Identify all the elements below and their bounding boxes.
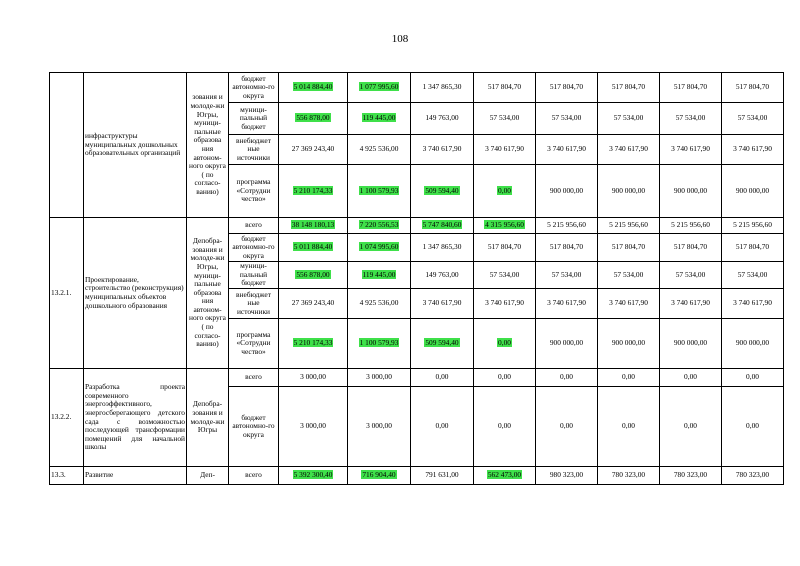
amount-cell — [722, 165, 784, 218]
highlighted-amount: 119 445,00 — [362, 269, 396, 279]
funding-source-label: бюджет автономно-го округа — [229, 73, 279, 103]
row-code: 13.2.2. — [50, 369, 84, 467]
amount-cell — [722, 103, 784, 135]
amount-value: 3 000,00 — [366, 372, 392, 382]
amount-cell — [598, 135, 660, 165]
amount-value: 0,00 — [498, 372, 511, 382]
amount-cell — [536, 387, 598, 467]
amount-value: 900 000,00 — [735, 338, 770, 348]
amount-value: 57 534,00 — [613, 113, 644, 123]
highlighted-amount: 5 747 840,60 — [422, 220, 462, 230]
amount-cell — [348, 289, 411, 319]
amount-cell — [279, 234, 348, 262]
amount-cell — [722, 135, 784, 165]
amount-cell — [474, 319, 536, 369]
amount-cell — [660, 103, 722, 135]
amount-cell — [598, 319, 660, 369]
amount-cell — [660, 262, 722, 289]
amount-cell — [722, 319, 784, 369]
amount-cell — [536, 165, 598, 218]
amount-cell — [536, 467, 598, 485]
amount-cell — [279, 369, 348, 387]
amount-value: 791 631,00 — [425, 470, 459, 480]
highlighted-amount: 1 077 995,60 — [359, 82, 399, 92]
amount-cell — [536, 319, 598, 369]
amount-value: 57 534,00 — [737, 269, 768, 279]
amount-value: 1 347 865,30 — [422, 82, 462, 92]
amount-cell — [348, 319, 411, 369]
amount-cell — [722, 262, 784, 289]
amount-value: 3 740 617,90 — [609, 144, 648, 154]
amount-cell — [536, 289, 598, 319]
highlighted-amount: 1 074 995,60 — [359, 242, 399, 252]
amount-cell — [474, 387, 536, 467]
amount-value: 3 740 617,90 — [733, 298, 772, 308]
funding-source-label: муници-пальный бюджет — [229, 103, 279, 135]
amount-cell — [474, 218, 536, 234]
amount-cell — [474, 289, 536, 319]
amount-cell — [279, 289, 348, 319]
amount-cell — [598, 165, 660, 218]
amount-cell — [660, 234, 722, 262]
amount-value: 3 740 617,90 — [671, 144, 710, 154]
amount-value: 5 215 956,60 — [609, 220, 648, 230]
amount-cell — [536, 218, 598, 234]
amount-cell — [660, 289, 722, 319]
amount-value: 57 534,00 — [489, 269, 520, 279]
amount-value: 0,00 — [746, 372, 759, 382]
amount-value: 4 925 536,00 — [359, 298, 399, 308]
funding-source-label: бюджет автономно-го округа — [229, 234, 279, 262]
amount-value: 517 804,70 — [611, 82, 646, 92]
amount-cell — [279, 165, 348, 218]
highlighted-amount: 509 594,40 — [425, 185, 459, 195]
highlighted-amount: 716 904,40 — [362, 470, 396, 480]
amount-cell — [598, 73, 660, 103]
amount-value: 149 763,00 — [425, 269, 459, 279]
amount-cell — [348, 467, 411, 485]
row-code: 13.3. — [50, 467, 84, 485]
amount-value: 0,00 — [622, 421, 635, 431]
amount-cell — [411, 387, 474, 467]
amount-cell — [598, 467, 660, 485]
row-name: Разработка проекта современного энергоэффективного, энергосберегающего детского сада с возможностью последующей трансформации помещений для начальной школы — [84, 369, 187, 467]
amount-cell — [348, 103, 411, 135]
amount-value: 27 369 243,40 — [291, 298, 335, 308]
amount-value: 3 740 617,90 — [733, 144, 772, 154]
amount-value: 517 804,70 — [735, 242, 770, 252]
amount-cell — [279, 467, 348, 485]
amount-cell — [598, 218, 660, 234]
funding-source-label: программа «Сотрудни чество» — [229, 319, 279, 369]
amount-value: 3 740 617,90 — [547, 298, 586, 308]
amount-value: 980 323,00 — [549, 470, 584, 480]
amount-cell — [660, 218, 722, 234]
row-name: инфраструктуры муниципальных дошкольных образовательных организаций — [84, 73, 187, 218]
amount-value: 900 000,00 — [549, 338, 584, 348]
amount-cell — [474, 165, 536, 218]
amount-value: 0,00 — [435, 421, 449, 431]
table-row — [50, 73, 784, 103]
amount-cell — [722, 369, 784, 387]
amount-cell — [660, 73, 722, 103]
highlighted-amount: 5 392 300,40 — [293, 470, 333, 480]
highlighted-amount: 556 878,00 — [296, 113, 330, 123]
amount-value: 27 369 243,40 — [291, 144, 335, 154]
amount-value: 3 000,00 — [300, 421, 326, 431]
amount-cell — [279, 73, 348, 103]
amount-cell — [598, 369, 660, 387]
amount-value: 0,00 — [746, 421, 759, 431]
amount-cell — [598, 103, 660, 135]
amount-cell — [348, 234, 411, 262]
amount-value: 900 000,00 — [673, 185, 708, 195]
amount-value: 57 534,00 — [489, 113, 520, 123]
amount-cell — [279, 319, 348, 369]
amount-value: 900 000,00 — [611, 338, 646, 348]
amount-value: 0,00 — [622, 372, 635, 382]
amount-cell — [474, 103, 536, 135]
amount-value: 3 000,00 — [366, 421, 392, 431]
budget-table — [49, 72, 784, 485]
amount-cell — [660, 135, 722, 165]
amount-cell — [411, 369, 474, 387]
amount-value: 0,00 — [560, 421, 573, 431]
highlighted-amount: 0,00 — [498, 338, 511, 348]
amount-cell — [411, 165, 474, 218]
amount-cell — [279, 387, 348, 467]
highlighted-amount: 5 210 174,33 — [293, 185, 333, 195]
highlighted-amount: 562 473,00 — [487, 470, 522, 480]
amount-cell — [348, 135, 411, 165]
amount-cell — [722, 289, 784, 319]
amount-value: 780 323,00 — [611, 470, 646, 480]
row-name: Развитие — [84, 467, 187, 485]
highlighted-amount: 1 100 579,93 — [359, 185, 399, 195]
row-executor: зования и молоде-жи Югры, муници-пальные образова ния автоном-ного округа ( по согласо-ванию) — [187, 73, 229, 218]
highlighted-amount: 556 878,00 — [296, 269, 330, 279]
amount-value: 0,00 — [498, 421, 511, 431]
table-row — [50, 467, 784, 485]
amount-value: 3 740 617,90 — [422, 144, 462, 154]
highlighted-amount: 4 315 956,60 — [485, 220, 524, 230]
amount-cell — [598, 234, 660, 262]
amount-value: 3 740 617,90 — [609, 298, 648, 308]
amount-value: 57 534,00 — [737, 113, 768, 123]
amount-value: 0,00 — [684, 372, 697, 382]
funding-source-label: программа «Сотрудни чество» — [229, 165, 279, 218]
amount-cell — [722, 387, 784, 467]
amount-value: 5 215 956,60 — [733, 220, 772, 230]
funding-source-label: внебюджет ные источники — [229, 289, 279, 319]
amount-cell — [660, 467, 722, 485]
amount-value: 900 000,00 — [611, 185, 646, 195]
amount-cell — [536, 234, 598, 262]
amount-value: 5 215 956,60 — [547, 220, 586, 230]
amount-cell — [411, 103, 474, 135]
amount-cell — [411, 262, 474, 289]
amount-cell — [411, 289, 474, 319]
amount-value: 517 804,70 — [487, 242, 522, 252]
amount-cell — [348, 387, 411, 467]
amount-cell — [598, 262, 660, 289]
highlighted-amount: 38 148 180,13 — [291, 220, 335, 230]
amount-value: 517 804,70 — [673, 242, 708, 252]
amount-value: 3 740 617,90 — [547, 144, 586, 154]
amount-value: 517 804,70 — [611, 242, 646, 252]
amount-cell — [411, 218, 474, 234]
amount-cell — [279, 103, 348, 135]
amount-cell — [474, 73, 536, 103]
amount-value: 517 804,70 — [549, 82, 584, 92]
amount-value: 0,00 — [684, 421, 697, 431]
highlighted-amount: 509 594,40 — [425, 338, 459, 348]
highlighted-amount: 119 445,00 — [362, 113, 396, 123]
amount-value: 57 534,00 — [613, 269, 644, 279]
amount-cell — [598, 289, 660, 319]
amount-cell — [279, 262, 348, 289]
highlighted-amount: 1 100 579,93 — [359, 338, 399, 348]
row-code — [50, 73, 84, 218]
row-executor: Депобра-зования и молоде-жи Югры, муници-пальные образова ния автоном-ного округа ( по согласо-ванию) — [187, 218, 229, 369]
row-executor: Депобра-зования и молоде-жи Югры — [187, 369, 229, 467]
amount-cell — [474, 135, 536, 165]
amount-cell — [536, 73, 598, 103]
amount-value: 5 215 956,60 — [671, 220, 710, 230]
amount-cell — [348, 218, 411, 234]
amount-cell — [279, 135, 348, 165]
amount-cell — [536, 103, 598, 135]
amount-value: 517 804,70 — [673, 82, 708, 92]
amount-cell — [474, 234, 536, 262]
page-number: 108 — [391, 33, 409, 45]
amount-value: 3 000,00 — [300, 372, 326, 382]
amount-cell — [598, 387, 660, 467]
amount-value: 517 804,70 — [735, 82, 770, 92]
amount-cell — [536, 262, 598, 289]
funding-source-label: всего — [229, 467, 279, 485]
amount-cell — [722, 467, 784, 485]
amount-value: 57 534,00 — [675, 269, 706, 279]
amount-cell — [660, 387, 722, 467]
amount-value: 57 534,00 — [551, 269, 582, 279]
amount-cell — [411, 234, 474, 262]
amount-value: 3 740 617,90 — [422, 298, 462, 308]
funding-source-label: всего — [229, 218, 279, 234]
amount-cell — [348, 165, 411, 218]
amount-value: 149 763,00 — [425, 113, 459, 123]
amount-value: 57 534,00 — [551, 113, 582, 123]
amount-cell — [660, 319, 722, 369]
amount-value: 517 804,70 — [549, 242, 584, 252]
highlighted-amount: 5 210 174,33 — [293, 338, 333, 348]
amount-cell — [279, 218, 348, 234]
amount-value: 900 000,00 — [673, 338, 708, 348]
amount-cell — [348, 73, 411, 103]
amount-value: 780 323,00 — [735, 470, 770, 480]
amount-cell — [722, 73, 784, 103]
amount-cell — [348, 369, 411, 387]
amount-cell — [474, 467, 536, 485]
funding-source-label: внебюджет ные источники — [229, 135, 279, 165]
amount-value: 900 000,00 — [735, 185, 770, 195]
highlighted-amount: 5 014 884,40 — [293, 82, 333, 92]
amount-cell — [411, 319, 474, 369]
amount-cell — [411, 467, 474, 485]
row-code: 13.2.1. — [50, 218, 84, 369]
funding-source-label: муници-пальный бюджет — [229, 262, 279, 289]
highlighted-amount: 0,00 — [498, 185, 511, 195]
amount-value: 780 323,00 — [673, 470, 708, 480]
amount-value: 517 804,70 — [487, 82, 522, 92]
amount-cell — [474, 262, 536, 289]
amount-cell — [660, 165, 722, 218]
amount-value: 900 000,00 — [549, 185, 584, 195]
amount-value: 3 740 617,90 — [485, 298, 524, 308]
table-row — [50, 369, 784, 387]
funding-source-label: бюджет автономно-го округа — [229, 387, 279, 467]
amount-cell — [536, 369, 598, 387]
amount-cell — [348, 262, 411, 289]
table-row — [50, 218, 784, 234]
amount-cell — [660, 369, 722, 387]
row-executor: Деп- — [187, 467, 229, 485]
amount-cell — [536, 135, 598, 165]
funding-source-label: всего — [229, 369, 279, 387]
amount-value: 4 925 536,00 — [359, 144, 399, 154]
amount-cell — [722, 218, 784, 234]
highlighted-amount: 5 011 884,40 — [293, 242, 333, 252]
amount-value: 3 740 617,90 — [671, 298, 710, 308]
amount-cell — [474, 369, 536, 387]
amount-value: 0,00 — [560, 372, 573, 382]
amount-value: 0,00 — [435, 372, 449, 382]
amount-value: 57 534,00 — [675, 113, 706, 123]
amount-cell — [411, 135, 474, 165]
amount-value: 3 740 617,90 — [485, 144, 524, 154]
amount-cell — [722, 234, 784, 262]
amount-value: 1 347 865,30 — [422, 242, 462, 252]
amount-cell — [411, 73, 474, 103]
row-name: Проектирование, строительство (реконструкция) муниципальных объектов дошкольного образования — [84, 218, 187, 369]
highlighted-amount: 7 220 556,53 — [359, 220, 399, 230]
